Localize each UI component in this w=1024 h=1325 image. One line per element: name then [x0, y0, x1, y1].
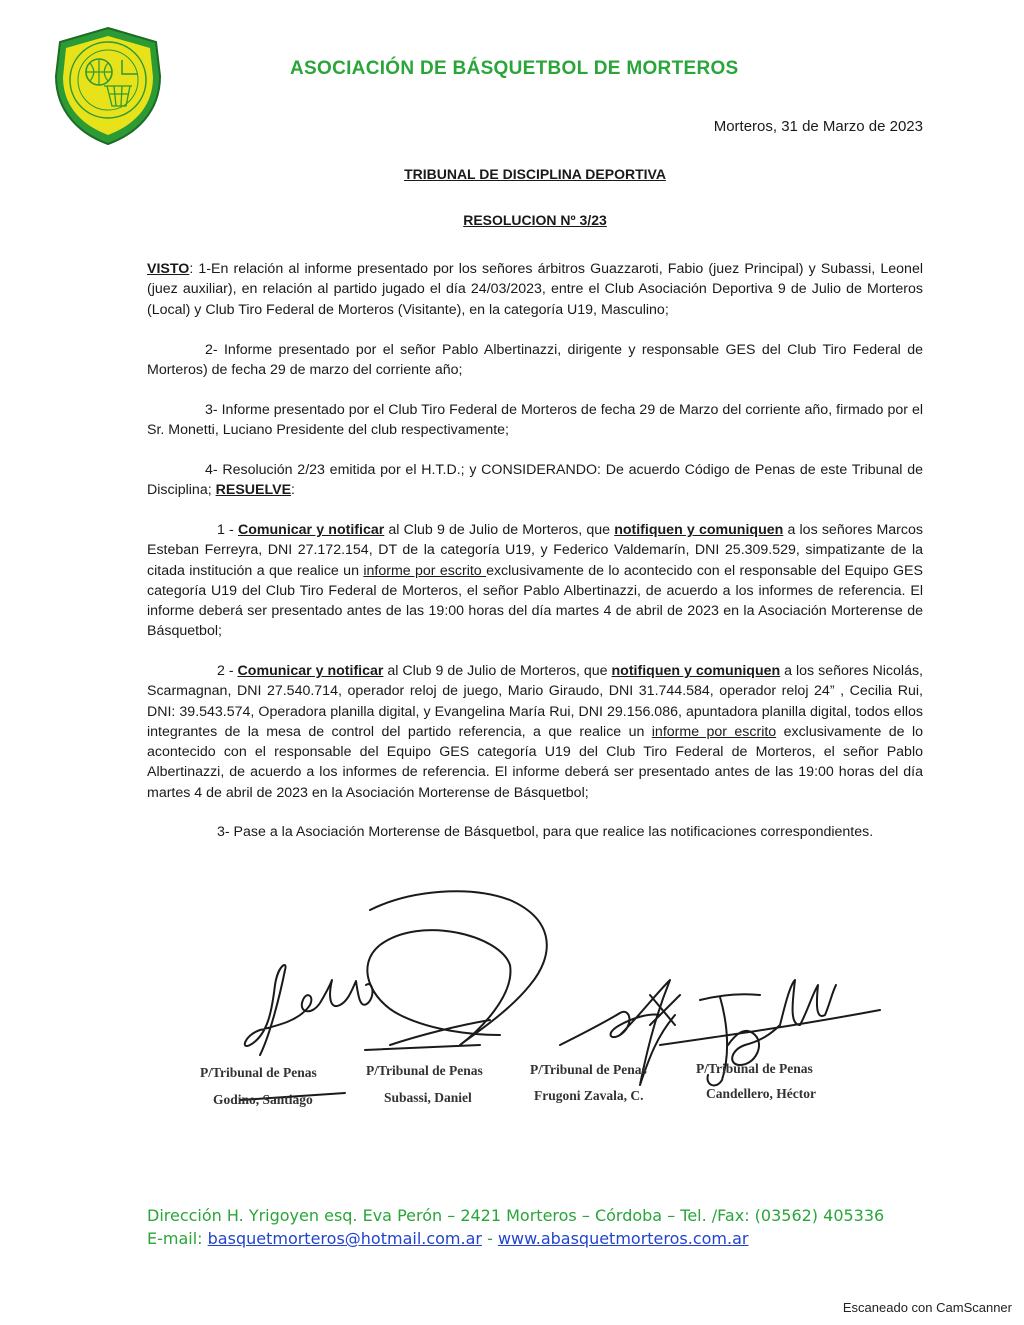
signature-name-2: Subassi, Daniel — [384, 1090, 472, 1105]
paragraph-3: 3- Informe presentado por el Club Tiro Federal de Morteros de fecha 29 de Marzo del corriente año, firmado por el Sr. Monetti, Luciano Presidente del club respectivamente; — [147, 402, 923, 439]
signature-role-1: P/Tribunal de Penas — [200, 1065, 317, 1080]
document-date: Morteros, 31 de Marzo de 2023 — [713, 118, 923, 135]
item-1-number: 1 - — [217, 522, 238, 538]
item-2-number: 2 - — [217, 663, 238, 679]
resolve-item-3: 3- Pase a la Asociación Morterense de Básquetbol, para que realice las notificaciones correspondientes. — [217, 824, 874, 840]
signature-name-3: Frugoni Zavala, C. — [534, 1088, 644, 1103]
signature-role-4: P/Tribunal de Penas — [696, 1061, 813, 1076]
association-logo — [52, 24, 164, 148]
visto-label: VISTO — [147, 261, 190, 277]
email-link[interactable]: basquetmorteros@hotmail.com.ar — [207, 1229, 482, 1248]
tribunal-heading: TRIBUNAL DE DISCIPLINA DEPORTIVA — [404, 166, 666, 182]
visto-text: : 1-En relación al informe presentado por los señores árbitros Guazzaroti, Fabio (juez Principal) y Subassi, Leonel (juez auxiliar), en relación al partido jugado el día 24/03/2023, entre el Club Asociación Deportiva 9 de Julio de Morteros (Local) y Club Tiro Federal de Morteros (Visitante), en la categoría U19, Masculino; — [147, 261, 923, 318]
item-1-mid: al Club 9 de Julio de Morteros, que — [384, 522, 615, 538]
item-1-informe: informe por escrito — [363, 562, 487, 579]
signature-block — [180, 885, 900, 1125]
item-2-informe: informe por escrito — [651, 723, 777, 740]
item-1-end: exclusivamente de lo acontecido con el responsable del Equipo GES categoría U19 del Club Tiro Federal de Morteros, el señor Pablo Albertinazzi, de acuerdo a los informes de referencia. El informe deberá ser presentado antes de las 19:00 horas del día martes 4 de abril de 2023 en la Asociación Morterense de Básquetbol; — [147, 562, 923, 640]
website-link[interactable]: www.abasquetmorteros.com.ar — [497, 1229, 749, 1248]
paragraph-4-end: : — [291, 482, 295, 499]
email-label: E-mail: — [147, 1229, 208, 1248]
scanner-watermark: Escaneado con CamScanner — [842, 1300, 1012, 1315]
item-2-end: exclusivamente de lo acontecido con el responsable del Equipo GES categoría U19 del Club Tiro Federal de Morteros, el señor Pablo Albertinazzi, de acuerdo a los informes de referencia. El informe deberá ser presentado antes de las 19:00 horas del día martes 4 de abril de 2023 en la Asociación Morterense de Básquetbol; — [147, 723, 923, 801]
organization-title: ASOCIACIÓN DE BÁSQUETBOL DE MORTEROS — [290, 58, 739, 79]
item-2-action-2: notifiquen y comuniquen — [611, 663, 781, 679]
item-2-text: a los señores Nicolás, Scarmagnan, DNI 27.540.714, operador reloj de juego, Mario Giraudo, DNI 31.744.584, operador reloj 24” , Cecilia Rui, DNI: 39.543.574, Operadora planilla digital, y Evangelina María Rui, DNI 29.156.086, apuntadora planilla digital, todos ellos integrantes de la mesa de control del partido referencia, a que realice un — [147, 663, 923, 740]
item-1-action-2: notifiquen y comuniquen — [614, 522, 784, 538]
signature-role-3: P/Tribunal de Penas — [530, 1062, 647, 1077]
footer-address: Dirección H. Yrigoyen esq. Eva Perón – 2421 Morteros – Córdoba – Tel. /Fax: (03562) 405336 — [147, 1206, 885, 1225]
paragraph-4-text: 4- Resolución 2/23 emitida por el H.T.D.; y CONSIDERANDO: De acuerdo Código de Penas de este Tribunal de Disciplina; — [147, 462, 923, 499]
footer-separator: - — [481, 1229, 498, 1248]
resuelve-label: RESUELVE — [215, 482, 292, 499]
paragraph-4 — [147, 460, 923, 501]
footer-contact — [147, 1229, 748, 1248]
item-2-mid: al Club 9 de Julio de Morteros, que — [383, 663, 612, 679]
signature-role-2: P/Tribunal de Penas — [366, 1063, 483, 1078]
item-1-action: Comunicar y notificar — [237, 522, 385, 538]
paragraph-2: 2- Informe presentado por el señor Pablo Albertinazzi, dirigente y responsable GES del Club Tiro Federal de Morteros) de fecha 29 de marzo del corriente año; — [147, 342, 923, 379]
resolve-item-1 — [147, 520, 923, 642]
resolve-item-2 — [147, 661, 923, 803]
item-1-text: a los señores Marcos Esteban Ferreyra, DNI 27.172.154, DT de la categoría U19, y Federico Valdemarín, DNI 25.309.529, simpatizante de la citada institución a que realice un — [147, 522, 923, 579]
signature-name-4: Candellero, Héctor — [706, 1086, 816, 1101]
resolution-heading: RESOLUCION Nº 3/23 — [463, 212, 607, 228]
item-2-action: Comunicar y notificar — [237, 663, 384, 679]
visto-paragraph — [147, 259, 923, 320]
signature-name-1: Godino, Santiago — [213, 1092, 313, 1107]
